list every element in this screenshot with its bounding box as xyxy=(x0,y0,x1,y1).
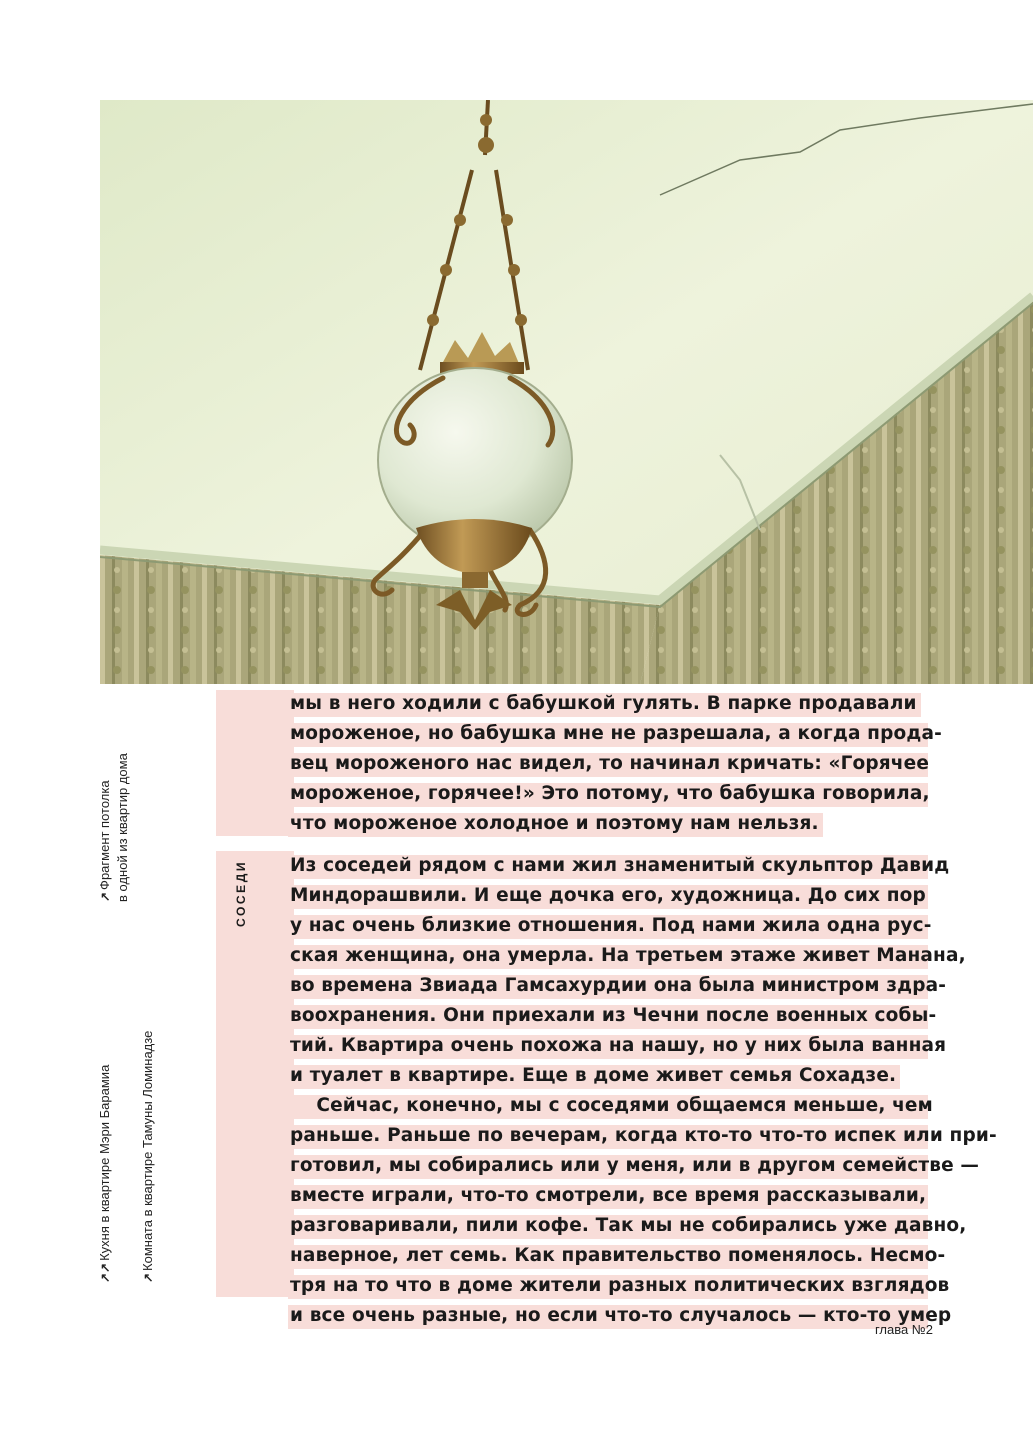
text-line: Сейчас, конечно, мы с соседями общаемся меньше, чем xyxy=(290,1091,930,1121)
arrow-up-right-icon: ↗ xyxy=(141,1272,155,1283)
text-line: и все очень разные, но если что-то случалось — кто-то умер xyxy=(290,1301,930,1331)
intro-paragraph-block xyxy=(216,690,942,836)
text-line: ская женщина, она умерла. На третьем этаже живет Манана, xyxy=(290,941,930,971)
text-line: мороженое, но бабушка мне не разрешала, а когда прода- xyxy=(290,719,930,749)
photo-caption-ceiling: ↗Фрагмент потолка в одной из квартир дома xyxy=(97,753,130,902)
ceiling-lamp-photo xyxy=(100,100,1033,684)
section-label: СОСЕДИ xyxy=(234,859,248,927)
text-line: у нас очень близкие отношения. Под нами жила одна рус- xyxy=(290,911,930,941)
highlight-strip xyxy=(216,851,294,1297)
arrow-up-right-icon: ↗ xyxy=(98,891,112,902)
photo-caption-kitchen: ↗↗Кухня в квартире Мэри Барамиа xyxy=(97,1064,112,1283)
text-line: разговаривали, пили кофе. Так мы не собирались уже давно, xyxy=(290,1211,930,1241)
text-line: мы в него ходили с бабушкой гулять. В парке продавали xyxy=(290,689,930,719)
text-line: во времена Звиада Гамсахурдии она была министром здра- xyxy=(290,971,930,1001)
text-line: воохранения. Они приехали из Чечни после военных собы- xyxy=(290,1001,930,1031)
double-arrow-up-right-icon: ↗↗ xyxy=(98,1262,112,1283)
chapter-footer: глава №2 xyxy=(874,1322,933,1337)
text-line: готовил, мы собирались или у меня, или в другом семействе — xyxy=(290,1151,930,1181)
text-line: что мороженое холодное и поэтому нам нельзя. xyxy=(290,809,930,839)
photo-caption-room: ↗Комната в квартире Тамуны Ломинадзе xyxy=(140,1030,155,1283)
text-line: вец мороженого нас видел, то начинал кричать: «Горячее xyxy=(290,749,930,779)
text-line: тря на то что в доме жители разных политических взглядов xyxy=(290,1271,930,1301)
text-line: Миндорашвили. И еще дочка его, художница. До сих пор xyxy=(290,881,930,911)
highlight-strip xyxy=(216,690,294,836)
text-line: наверное, лет семь. Как правительство поменялось. Несмо- xyxy=(290,1241,930,1271)
text-line: вместе играли, что-то смотрели, все время рассказывали, xyxy=(290,1181,930,1211)
text-line: тий. Квартира очень похожа на нашу, но у них была ванная xyxy=(290,1031,930,1061)
text-line: мороженое, горячее!» Это потому, что бабушка говорила, xyxy=(290,779,930,809)
text-line: раньше. Раньше по вечерам, когда кто-то что-то испек или при- xyxy=(290,1121,930,1151)
text-line: и туалет в квартире. Еще в доме живет семья Сохадзе. xyxy=(290,1061,930,1091)
neighbours-section xyxy=(216,851,997,1326)
text-line: Из соседей рядом с нами жил знаменитый скульптор Давид xyxy=(290,851,930,881)
